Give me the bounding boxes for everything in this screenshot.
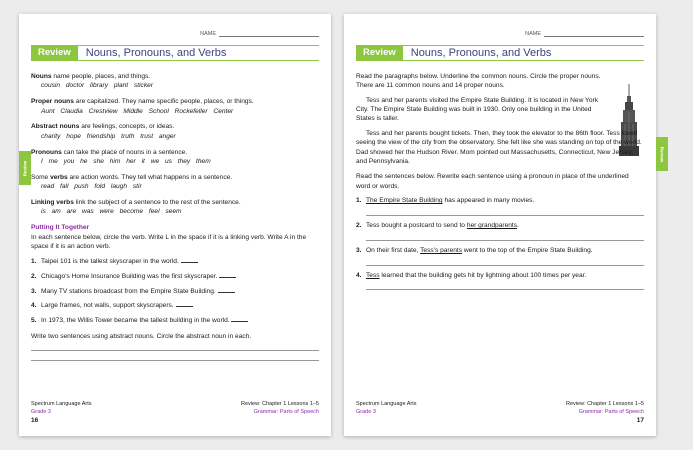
question-number: 4. — [356, 272, 362, 280]
question-number: 4. — [31, 302, 37, 310]
instructions: In each sentence below, circle the verb. Write L in the space if it is a linking verb. Write A in the space if it is an action verb. — [31, 233, 307, 251]
examples: Aunt Claudia Crestview Middle School Rockefeller Center — [41, 107, 234, 115]
question-text: . — [517, 222, 519, 230]
definition-text: can take the place of nouns in a sentence. — [61, 148, 188, 156]
definition-text: are feelings, concepts, or ideas. — [79, 123, 175, 131]
question-number: 1. — [356, 197, 362, 205]
question-text: Chicago's Home Insurance Building was the first skyscraper. — [41, 272, 218, 280]
name-line — [544, 32, 644, 37]
underlined-text: her grandparents — [466, 222, 518, 230]
answer-blank[interactable] — [231, 317, 248, 322]
question-text: learned that the building gets hit by lightning about 100 times per year. — [379, 272, 587, 280]
write-line[interactable] — [366, 207, 644, 216]
side-tab — [656, 137, 668, 171]
definition-nouns — [31, 72, 319, 91]
answer-blank[interactable] — [181, 258, 198, 263]
footer-topic: Grammar: Parts of Speech — [578, 408, 644, 415]
title-bar — [31, 45, 319, 61]
name-field — [200, 31, 319, 37]
answer-blank[interactable] — [219, 273, 236, 278]
definition-text: name people, places, and things. — [51, 73, 151, 80]
review-badge: Review — [356, 45, 403, 61]
underlined-text: The Empire State Building — [366, 197, 443, 205]
definition-verbs — [31, 173, 319, 192]
page-number: 16 — [31, 417, 39, 425]
left-page — [19, 14, 331, 436]
question-number: 1. — [31, 257, 37, 265]
question — [31, 287, 319, 296]
page-number: 17 — [636, 417, 644, 425]
examples: cousin doctor library plant sticker — [41, 82, 154, 90]
term: Abstract nouns — [31, 123, 80, 131]
question-number: 2. — [31, 272, 37, 280]
definition-linking-verbs — [31, 198, 319, 217]
question — [356, 271, 644, 280]
name-label: NAME — [525, 31, 541, 37]
write-line[interactable] — [366, 232, 644, 241]
name-field — [525, 31, 644, 37]
paragraph: Tess and her parents bought tickets. Then, they took the elevator to the 86th floor. Tess loved seeing the view of the city from the observatory. She felt like she was standing on top of the world. Dad showed her the Hudson River. Mom pointed out Massachusetts, Connecticut, New Jersey, and Pennsylvania. — [356, 129, 642, 165]
term: Proper nouns — [31, 98, 74, 106]
write-line[interactable] — [366, 257, 644, 266]
instructions: Read the paragraphs below. Underline the common nouns. Circle the proper nouns. There are 11 common nouns and 14 proper nouns. — [356, 73, 601, 90]
footer-book: Spectrum Language Arts — [31, 401, 92, 408]
term: Linking verbs — [31, 199, 74, 207]
answer-blank[interactable] — [176, 302, 193, 307]
question-text: Large frames, not walls, support skyscrapers. — [41, 302, 174, 310]
side-tab — [19, 151, 31, 185]
underlined-text: Tess — [366, 272, 380, 280]
name-line — [219, 32, 319, 37]
term: Nouns — [31, 73, 52, 80]
question-number: 2. — [356, 222, 362, 230]
footer — [356, 401, 644, 426]
examples: read fall push fold laugh stir — [41, 183, 142, 191]
question-number: 5. — [31, 317, 37, 325]
term: Pronouns — [31, 148, 62, 156]
side-tab-label: Review — [22, 160, 28, 176]
footer-grade: Grade 3 — [356, 408, 376, 415]
footer-chapter: Review: Chapter 1 Lessons 1–5 — [241, 401, 319, 408]
question — [31, 257, 319, 266]
definition-abstract-nouns — [31, 122, 319, 141]
left-content — [31, 72, 319, 361]
question-text: Tess bought a postcard to send to — [366, 222, 467, 230]
instructions: Write two sentences using abstract nouns. Circle the abstract noun in each. — [31, 332, 252, 340]
write-line[interactable] — [31, 352, 319, 361]
write-line[interactable] — [366, 281, 644, 290]
footer-chapter: Review: Chapter 1 Lessons 1–5 — [566, 401, 644, 408]
title-bar — [356, 45, 644, 61]
question-number: 3. — [356, 247, 362, 255]
footer — [31, 401, 319, 426]
right-page — [344, 14, 656, 436]
paragraph: Tess and her parents visited the Empire State Building. It is located in New York City. The Empire State Building was built in 1930. Only one building in the United States is taller. — [356, 96, 599, 123]
right-content — [356, 72, 644, 290]
definition-text: are action words. They tell what happens in a sentence. — [67, 173, 233, 181]
answer-blank[interactable] — [218, 288, 235, 293]
definition-text: are capitalized. They name specific people, places, or things. — [73, 98, 254, 106]
name-label: NAME — [200, 31, 216, 37]
examples: is am are was were become feel seem — [41, 208, 182, 216]
question-text: Many TV stations broadcast from the Empire State Building. — [41, 287, 216, 295]
examples: charity hope friendship truth trust anger — [41, 132, 176, 140]
question-number: 3. — [31, 287, 37, 295]
question-text: has appeared in many movies. — [442, 197, 535, 205]
question-text: In 1973, the Willis Tower became the tallest building in the world. — [41, 317, 230, 325]
definition-text: link the subject of a sentence to the rest of the sentence. — [73, 199, 241, 207]
question-text: On their first date, — [366, 247, 421, 255]
question-text: Taipei 101 is the tallest skyscraper in the world. — [41, 257, 179, 265]
question — [356, 246, 644, 255]
footer-grade: Grade 3 — [31, 408, 51, 415]
underlined-text: Tess's parents — [420, 247, 463, 255]
putting-it-together-heading: Putting It Together — [31, 224, 90, 232]
examples: I me you he she him her it we us they them — [41, 158, 211, 166]
term: verbs — [50, 173, 68, 181]
footer-topic: Grammar: Parts of Speech — [253, 408, 319, 415]
question — [31, 316, 319, 325]
write-line[interactable] — [31, 342, 319, 351]
question — [356, 221, 644, 230]
footer-book: Spectrum Language Arts — [356, 401, 417, 408]
definition-prefix: Some — [31, 173, 51, 181]
page-title: Nouns, Pronouns, and Verbs — [410, 47, 552, 59]
review-badge: Review — [31, 45, 78, 61]
question — [356, 196, 644, 205]
question — [31, 272, 319, 281]
instructions: Read the sentences below. Rewrite each sentence using a pronoun in place of the underlined word or words. — [356, 173, 629, 190]
question — [31, 301, 319, 310]
definition-proper-nouns — [31, 97, 319, 116]
side-tab-label: Review — [659, 146, 665, 162]
definition-pronouns — [31, 148, 319, 167]
page-title: Nouns, Pronouns, and Verbs — [85, 47, 227, 59]
question-text: went to the top of the Empire State Building. — [462, 247, 593, 255]
